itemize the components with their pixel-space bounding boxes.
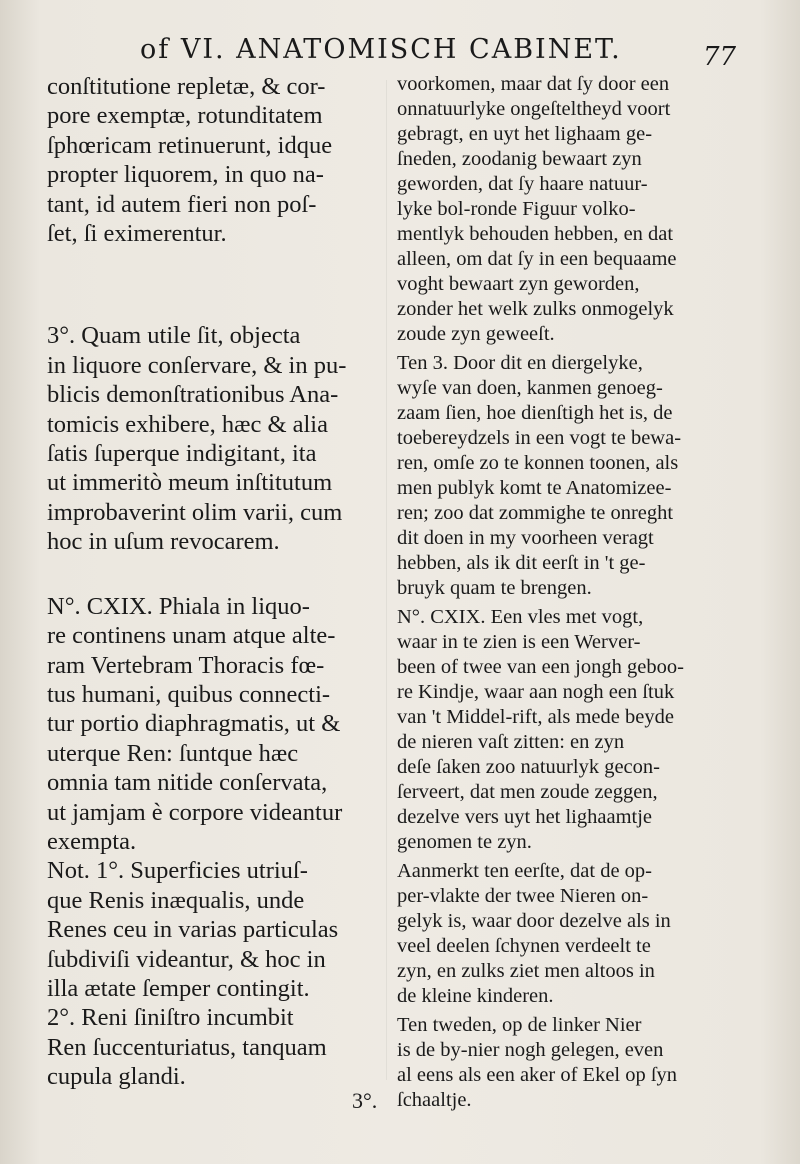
dutch-paragraph: Ten tweden, op de linker Nier is de by-nier nogh gelegen, even al eens als een aker of Ekel op ſyn ſchaaltje. — [397, 1014, 678, 1111]
latin-paragraph: conſtitutione repletæ, & cor- pore exemptæ, rotunditatem ſphœricam retinuerunt, idque propter liquorem, in quo na- tant, id autem fieri non poſ- ſet, ſi eximerentur. — [47, 73, 333, 248]
dutch-paragraph: Ten 3. Door dit en diergelyke, wyſe van doen, kanmen genoeg- zaam ſien, hoe dienſtigh het is, de toebereydzels in een vogt te bewa- ren, omſe zo te konnen toonen, als men publyk komt te Anatomizee- ren; zoo dat zommighe te onreght dit doen in my voorheen veragt hebben, als ik dit eerſt in 't ge- bruyk quam te brengen. — [397, 352, 682, 599]
latin-paragraph: Not. 1°. Superficies utriuſ- que Renis inæqualis, unde Renes ceu in varias particulas ſubdiviſi videantur, & hoc in illa ætate ſemper contingit. — [47, 857, 339, 1002]
page-header — [0, 28, 800, 78]
latin-paragraph: N°. CXIX. Phiala in liquo- re continens unam atque alte- ram Vertebram Thoracis fœ- tus humani, quibus connecti- tur portio diaphragmatis, ut & uterque Ren: ſuntque hæc omnia tam nitide conſervata, ut jamjam è corpore videantur exempta. — [47, 592, 343, 855]
latin-column — [47, 72, 377, 1092]
latin-paragraph: 2°. Reni ſiniſtro incumbit Ren ſuccenturiatus, tanquam cupula glandi. — [47, 1004, 327, 1091]
column-gutter — [386, 80, 387, 1080]
latin-paragraph: 3°. Quam utile ſit, objecta in liquore conſervare, & in pu- blicis demonſtrationibus Ana- tomicis exhibere, hæc & alia ſatis ſuperque indigitant, ita ut immeritò meum inſtitutum improbaverint olim varii, cum hoc in uſum revocarem. — [47, 322, 347, 556]
running-head: of VI. ANATOMISCH CABINET. — [140, 34, 622, 65]
catchword: 3°. — [352, 1088, 378, 1113]
page-number: 77 — [703, 42, 737, 72]
dutch-paragraph: Aanmerkt ten eerſte, dat de op- per-vlakte der twee Nieren on- gelyk is, waar door dezelve als in veel deelen ſchynen verdeelt te zyn, en zulks ziet men altoos in de kleine kinderen. — [397, 860, 671, 1007]
dutch-paragraph: N°. CXIX. Een vles met vogt, waar in te zien is een Werver- been of twee van een jongh geboo- re Kindje, waar aan nogh een ſtuk van 't Middel-rift, als mede beyde de nieren vaſt zitten: en zyn deſe ſaken zoo natuurlyk gecon- ſerveert, dat men zoude zeggen, dezelve vers uyt het lighaamtje genomen te zyn. — [397, 606, 684, 853]
dutch-column — [397, 72, 742, 1113]
dutch-paragraph: voorkomen, maar dat ſy door een onnatuurlyke ongeſteltheyd voort gebragt, en uyt het lighaam ge- ſneden, zoodanig bewaart zyn geworden, dat ſy haare natuur- lyke bol-ronde Figuur volko- mentlyk behouden hebben, en dat alleen, om dat ſy in een bequaame voght bewaart zyn geworden, zonder het welk zulks onmogelyk zoude zyn geweeſt. — [397, 73, 677, 345]
